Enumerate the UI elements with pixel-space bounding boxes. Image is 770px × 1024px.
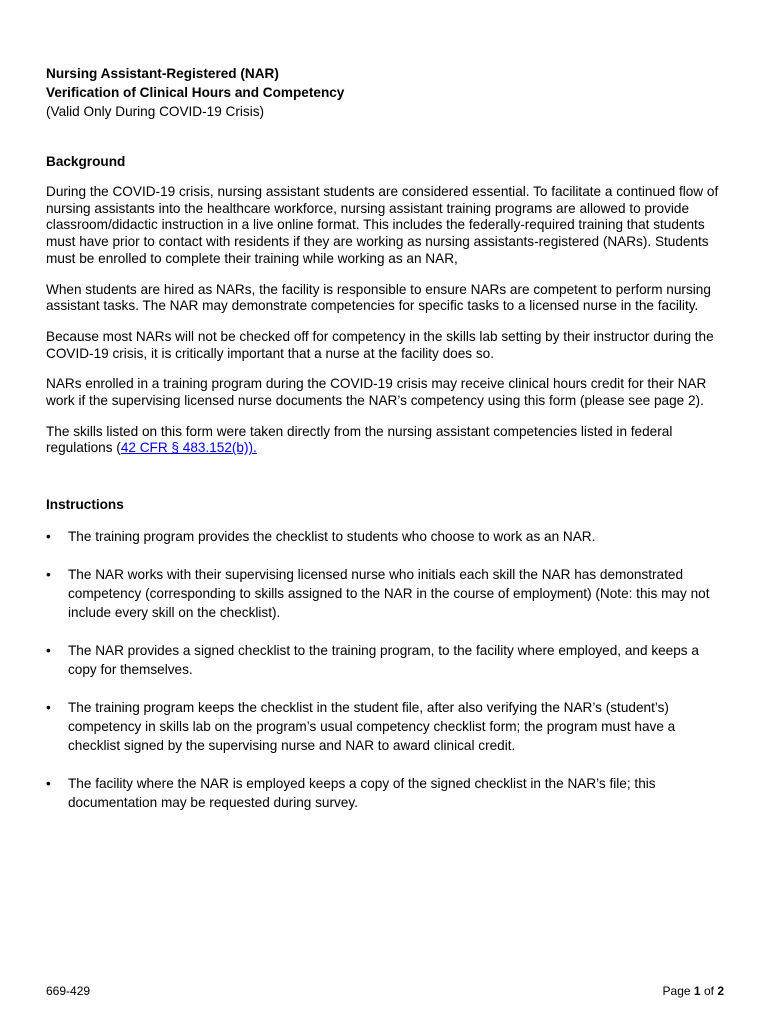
background-paragraph: During the COVID-19 crisis, nursing assistant students are considered essential. To facilitate a continued flow of nursing assistants into the healthcare workforce, nursing assistant training programs are allowed to provide classroom/didactic instruction in a live online format. This includes the federally-required training that students must have prior to contact with residents if they are working as nursing assistants-registered (NARs). Students must be enrolled to complete their training while working as an NAR, [46,184,719,266]
list-item-text: The training program keeps the checklist in the student file, after also verifying the NAR’s (student’s) competency in skills lab on the program’s usual competency checklist form; the program must have a checklist signed by the supervising nurse and NAR to award clinical credit. [68,700,676,754]
bullet-icon: • [46,643,51,659]
list-item [46,527,730,546]
page-total: 2 [717,984,724,998]
page-number [663,984,724,998]
background-paragraph: NARs enrolled in a training program during the COVID-19 crisis may receive clinical hours credit for their NAR work if the supervising licensed nurse documents the NAR’s competency using this form (please see page 2). [46,376,707,409]
list-item-text: The NAR works with their supervising licensed nurse who initials each skill the NAR has demonstrated competency (corresponding to skills assigned to the NAR in the course of employment) (Note: this may not include every skill on the checklist). [68,567,710,621]
validity-note: (Valid Only During COVID-19 Crisis) [46,104,265,119]
page-of: of [703,984,714,998]
list-item-text: The training program provides the checklist to students who choose to work as an NAR. [68,529,596,545]
instructions-heading: Instructions [46,497,124,513]
document-page [46,64,730,831]
background-paragraph: When students are hired as NARs, the facility is responsible to ensure NARs are competent to perform nursing assistant tasks. The NAR may demonstrate competencies for specific tasks to a licensed nurse in the facility. [46,281,711,314]
regulations-text: The skills listed on this form were taken directly from the nursing assistant competencies listed in federal regulations ( [46,423,673,456]
background-paragraph: Because most NARs will not be checked off for competency in the skills lab setting by their instructor during the COVID-19 crisis, it is critically important that a nurse at the facility does so. [46,328,714,361]
document-title: Nursing Assistant-Registered (NAR) [46,66,279,81]
bullet-icon: • [46,567,51,583]
bullet-icon: • [46,529,51,545]
list-item-text: The facility where the NAR is employed keeps a copy of the signed checklist in the NAR’s file; this documentation may be requested during survey. [68,776,656,811]
page-current: 1 [693,984,701,998]
page-label: Page [662,984,691,998]
document-subtitle: Verification of Clinical Hours and Competency [46,85,345,100]
instructions-list [46,527,730,812]
list-item [46,774,730,812]
list-item [46,698,730,755]
background-paragraph-regulations [46,424,730,457]
bullet-icon: • [46,700,51,716]
list-item-text: The NAR provides a signed checklist to the training program, to the facility where employed, and keeps a copy for themselves. [68,643,699,678]
background-heading: Background [46,154,126,169]
form-number: 669-429 [46,984,91,998]
list-item [46,641,730,679]
list-item [46,565,730,622]
regulation-link[interactable]: 42 CFR § 483.152(b)). [120,440,257,456]
bullet-icon: • [46,776,51,792]
